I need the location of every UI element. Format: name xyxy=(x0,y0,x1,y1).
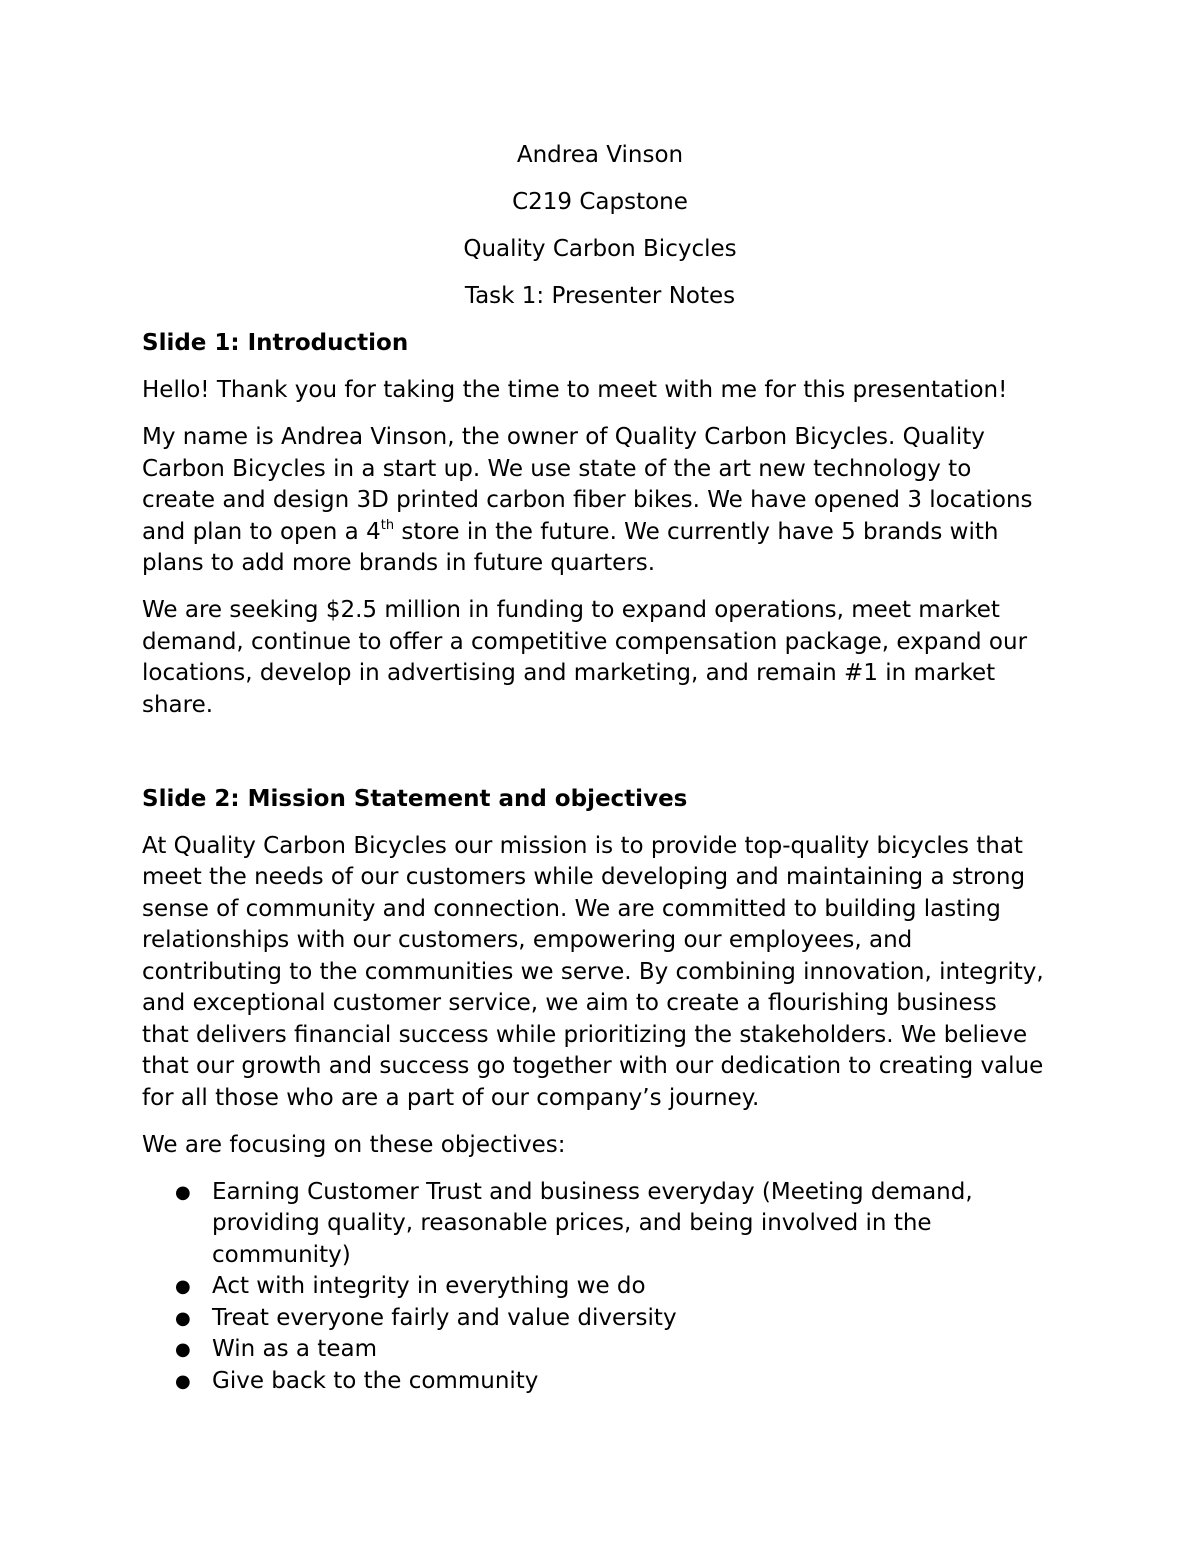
list-item xyxy=(142,1271,1050,1303)
objectives-list xyxy=(142,1177,1050,1398)
list-item xyxy=(142,1334,1050,1366)
slide-1-section xyxy=(142,328,1050,721)
bullet-icon: ● xyxy=(175,1307,191,1329)
bullet-icon: ● xyxy=(175,1339,191,1360)
title-block xyxy=(150,140,1050,313)
company-name: Quality Carbon Bicycles xyxy=(463,236,737,262)
slide-2-section xyxy=(142,784,1050,1398)
course-name: C219 Capstone xyxy=(512,189,688,215)
intro-text-part-2: store in the future. We currently have 5 brands with plans to add more brands in future quarters. xyxy=(142,518,999,576)
objectives-intro: We are focusing on these objectives: xyxy=(142,1131,566,1158)
objective-text: Act with integrity in everything we do xyxy=(212,1273,646,1299)
intro-text-part-1: My name is Andrea Vinson, the owner of Quality Carbon Bicycles. Quality Carbon Bicycles in a start up. We use state of the art new technology to create and design 3D printed carbon fiber bikes. We have opened 3 locations and plan to open a 4 xyxy=(142,424,1033,545)
list-item xyxy=(142,1303,1050,1335)
task-title: Task 1: Presenter Notes xyxy=(464,283,736,309)
bullet-icon: ● xyxy=(175,1276,191,1297)
objective-text: Earning Customer Trust and business everyday (Meeting demand, providing quality, reasonable prices, and being involved in the community) xyxy=(212,1178,973,1268)
funding-paragraph: We are seeking $2.5 million in funding to expand operations, meet market demand, continue to offer a competitive compensation package, expand our locations, develop in advertising and marketing, and remain #1 in market share. xyxy=(142,597,1028,718)
intro-paragraph xyxy=(142,422,1050,580)
bullet-icon: ● xyxy=(175,1181,191,1203)
author-name: Andrea Vinson xyxy=(516,142,684,168)
objective-text: Win as a team xyxy=(212,1336,377,1362)
objective-text: Treat everyone fairly and value diversity xyxy=(212,1304,677,1331)
list-item xyxy=(142,1177,1050,1272)
objective-text: Give back to the community xyxy=(212,1367,539,1394)
ordinal-superscript: th xyxy=(380,517,395,533)
greeting-paragraph: Hello! Thank you for taking the time to meet with me for this presentation! xyxy=(142,377,1008,403)
bullet-icon: ● xyxy=(175,1370,191,1392)
slide-1-heading: Slide 1: Introduction xyxy=(142,330,409,356)
section-spacer xyxy=(142,737,1050,784)
slide-2-heading: Slide 2: Mission Statement and objectives xyxy=(142,785,688,812)
mission-paragraph: At Quality Carbon Bicycles our mission is to provide top-quality bicycles that meet the needs of our customers while developing and maintaining a strong sense of community and connection. We are committed to building lasting relationships with our customers, empowering our employees, and contributing to the communities we serve. By combining innovation, integrity, and exceptional customer service, we aim to create a flourishing business that delivers financial success while prioritizing the stakeholders. We believe that our growth and success go together with our dedication to creating value for all those who are a part of our company’s journey. xyxy=(142,832,1044,1111)
list-item xyxy=(142,1366,1050,1398)
